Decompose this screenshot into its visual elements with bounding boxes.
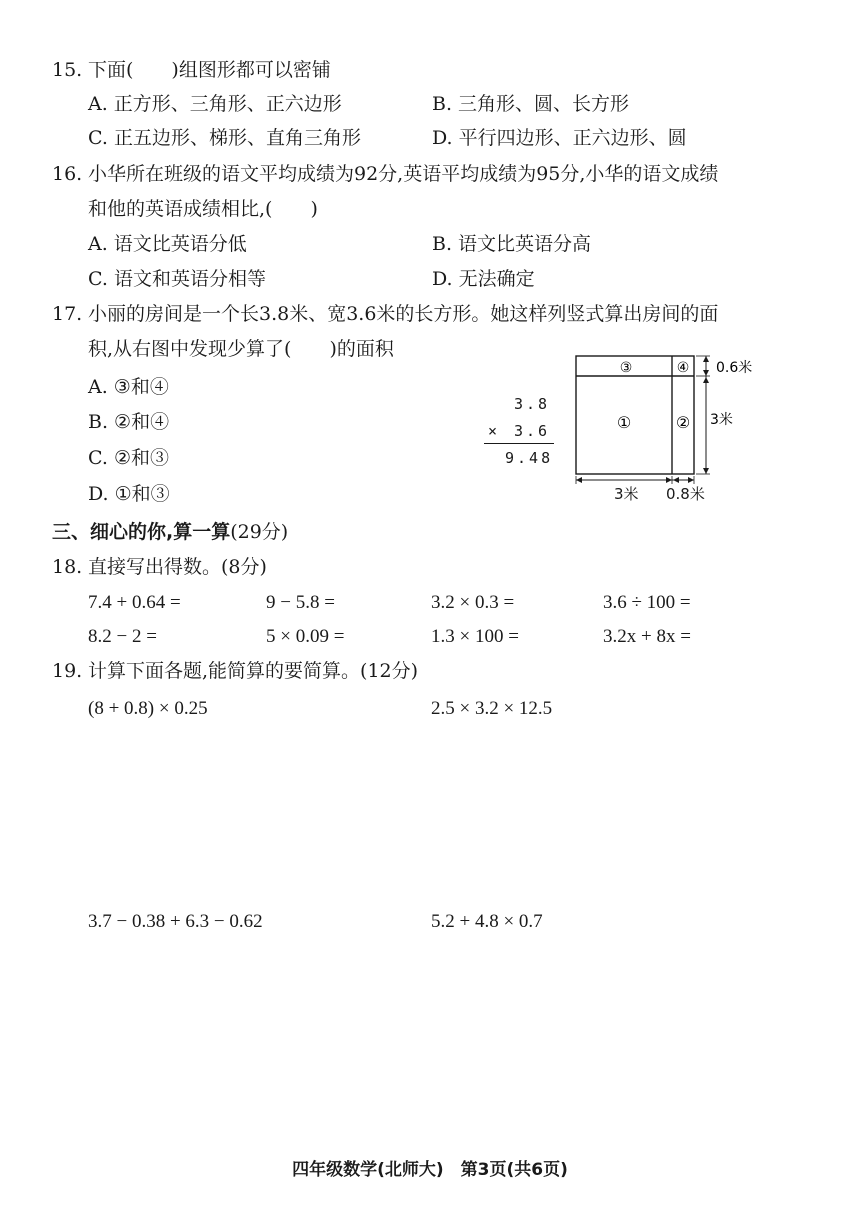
section-3-score: (29分) bbox=[230, 521, 289, 543]
region-2-label: ② bbox=[675, 413, 691, 432]
q19-item: (8 + 0.8) × 0.25 bbox=[88, 698, 208, 719]
q17-option-d: D. ①和③ bbox=[88, 483, 170, 505]
calc-multiplicand: 3.8 bbox=[514, 395, 551, 413]
q16-option-a: A. 语文比英语分低 bbox=[88, 233, 247, 255]
q17-stem-line2: 积,从右图中发现少算了( )的面积 bbox=[88, 338, 394, 360]
q16-option-c: C. 语文和英语分相等 bbox=[88, 268, 266, 290]
q16-stem-line1: 小华所在班级的语文平均成绩为92分,英语平均成绩为95分,小华的语文成绩 bbox=[88, 163, 719, 185]
q15-number: 15. bbox=[52, 59, 83, 81]
q16-option-b: B. 语文比英语分高 bbox=[432, 233, 592, 255]
section-3-title-text: 三、细心的你,算一算 bbox=[52, 521, 231, 543]
calc-result: 9.48 bbox=[505, 449, 554, 467]
q18-item: 8.2 − 2 = bbox=[88, 626, 157, 647]
q16-option-d: D. 无法确定 bbox=[432, 268, 535, 290]
q18-item: 5 × 0.09 = bbox=[266, 626, 345, 647]
section-3-title bbox=[52, 520, 288, 544]
q18-stem: 直接写出得数。(8分) bbox=[88, 556, 267, 578]
room-diagram bbox=[570, 350, 770, 485]
q15-option-d: D. 平行四边形、正六边形、圆 bbox=[432, 127, 687, 149]
page-footer: 四年级数学(北师大) 第3页(共6页) bbox=[292, 1160, 568, 1180]
q15-option-c: C. 正五边形、梯形、直角三角形 bbox=[88, 127, 361, 149]
q16-stem-line2: 和他的英语成绩相比,( ) bbox=[88, 198, 318, 220]
q17-option-b: B. ②和④ bbox=[88, 411, 170, 433]
q17-option-c: C. ②和③ bbox=[88, 447, 169, 469]
dim-arrow bbox=[703, 377, 709, 383]
q18-item: 7.4 + 0.64 = bbox=[88, 592, 181, 613]
calc-rule bbox=[484, 443, 554, 444]
region-3-label: ③ bbox=[619, 360, 633, 376]
dim-arrow bbox=[576, 477, 582, 483]
region-4-label: ④ bbox=[676, 360, 690, 376]
calc-operator: × bbox=[488, 422, 501, 440]
q19-number: 19. bbox=[52, 660, 83, 682]
q18-number: 18. bbox=[52, 556, 83, 578]
q19-item: 2.5 × 3.2 × 12.5 bbox=[431, 698, 553, 719]
q18-item: 1.3 × 100 = bbox=[431, 626, 519, 647]
q19-item: 5.2 + 4.8 × 0.7 bbox=[431, 911, 543, 932]
q15-option-b: B. 三角形、圆、长方形 bbox=[432, 93, 630, 115]
q18-item: 9 − 5.8 = bbox=[266, 592, 335, 613]
region-1-label: ① bbox=[616, 413, 632, 432]
q17-option-a: A. ③和④ bbox=[88, 376, 169, 398]
dim-arrow bbox=[703, 468, 709, 474]
q18-item: 3.2x + 8x = bbox=[603, 626, 691, 647]
label-0-8m-bottom: 0.8米 bbox=[666, 485, 705, 503]
q15-stem: 下面( )组图形都可以密铺 bbox=[88, 59, 331, 81]
q18-item: 3.2 × 0.3 = bbox=[431, 592, 515, 613]
q18-item: 3.6 ÷ 100 = bbox=[603, 592, 691, 613]
label-3m-right: 3米 bbox=[710, 412, 733, 428]
dim-arrow bbox=[703, 370, 709, 376]
dim-arrow bbox=[703, 356, 709, 362]
calc-multiplier: 3.6 bbox=[514, 422, 551, 440]
label-3m-bottom: 3米 bbox=[614, 485, 639, 503]
q16-number: 16. bbox=[52, 163, 83, 185]
q19-item: 3.7 − 0.38 + 6.3 − 0.62 bbox=[88, 911, 263, 932]
q15-option-a: A. 正方形、三角形、正六边形 bbox=[88, 93, 342, 115]
label-0-6m: 0.6米 bbox=[716, 360, 753, 376]
q19-stem: 计算下面各题,能简算的要简算。(12分) bbox=[88, 660, 419, 682]
q17-stem-line1: 小丽的房间是一个长3.8米、宽3.6米的长方形。她这样列竖式算出房间的面 bbox=[88, 303, 719, 325]
q17-number: 17. bbox=[52, 303, 83, 325]
